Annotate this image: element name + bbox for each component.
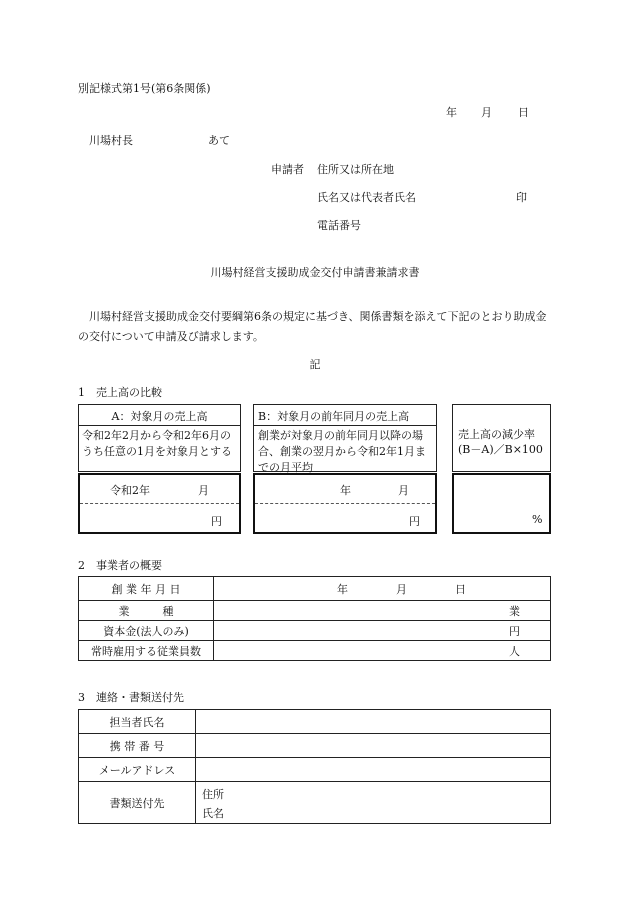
row-label: 常時雇用する従業員数 — [79, 641, 214, 661]
applicant-name-label: 氏名又は代表者氏名 — [317, 191, 416, 204]
mailing-address-cell[interactable] — [196, 782, 551, 824]
col-c-unit: % — [532, 513, 543, 526]
founding-date-cell[interactable]: 年 月 日 — [214, 577, 551, 601]
table-row — [79, 782, 551, 824]
table-row — [79, 577, 551, 601]
col-b-dash — [255, 503, 435, 504]
section3-heading: 3 連絡・書類送付先 — [78, 691, 184, 704]
col-a-dash — [80, 503, 239, 504]
mailing-name-label: 氏名 — [202, 807, 224, 820]
col-b-divider — [253, 425, 437, 426]
row-label: メールアドレス — [79, 758, 196, 782]
industry-cell[interactable]: 業 — [214, 601, 551, 621]
table-row — [79, 601, 551, 621]
row-label: 創 業 年 月 日 — [79, 577, 214, 601]
col-b-desc: 創業が対象月の前年同月以降の場合、創業の翌月から令和2年1月までの月平均 — [258, 429, 426, 474]
col-a-divider — [78, 425, 241, 426]
email-cell[interactable] — [196, 758, 551, 782]
row-label: 業 種 — [79, 601, 214, 621]
row-label: 携 帯 番 号 — [79, 734, 196, 758]
table-row — [79, 758, 551, 782]
col-c-label-line1: 売上高の減少率 — [458, 428, 535, 441]
applicant-seal: 印 — [516, 191, 527, 204]
col-a-period-prefix: 令和2年 — [110, 484, 150, 497]
col-b-amount-unit: 円 — [409, 515, 420, 528]
section2-heading: 2 事業者の概要 — [78, 559, 162, 572]
row-label: 書類送付先 — [79, 782, 196, 824]
date-year: 年 — [446, 106, 457, 119]
col-a-header: A：対象月の売上高 — [111, 410, 208, 423]
business-overview-table — [78, 576, 551, 661]
row-label: 担当者氏名 — [79, 710, 196, 734]
col-b-period-month: 月 — [398, 484, 409, 497]
col-c-label-line2: (B－A)／B×100 — [458, 443, 543, 456]
applicant-address-label: 住所又は所在地 — [317, 163, 394, 176]
section1-heading: 1 売上高の比較 — [78, 386, 162, 399]
col-a-desc: 令和2年2月から令和2年6月のうち任意の1月を対象月とする — [82, 429, 232, 458]
contact-name-cell[interactable] — [196, 710, 551, 734]
col-a-period-month: 月 — [198, 484, 209, 497]
col-b-period-year: 年 — [340, 484, 351, 497]
addressee-suffix: あて — [208, 134, 230, 147]
date-day: 日 — [518, 106, 529, 119]
employees-cell[interactable]: 人 — [214, 641, 551, 661]
table-row — [79, 710, 551, 734]
table-row — [79, 641, 551, 661]
form-label: 別記様式第1号(第6条関係) — [78, 82, 211, 95]
table-row — [79, 734, 551, 758]
ki-mark: 記 — [309, 358, 321, 371]
mailing-address-label: 住所 — [202, 788, 224, 801]
col-b-header: B：対象月の前年同月の売上高 — [258, 410, 410, 423]
capital-cell[interactable]: 円 — [214, 621, 551, 641]
body-text: 川場村経営支援助成金交付要綱第6条の規定に基づき、関係書類を添えて下記のとおり助成金の交付について申請及び請求します。 — [78, 310, 547, 343]
row-label: 資本金(法人のみ) — [79, 621, 214, 641]
date-month: 月 — [481, 106, 492, 119]
applicant-role: 申請者 — [271, 163, 304, 176]
document-title: 川場村経営支援助成金交付申請書兼請求書 — [210, 266, 420, 279]
mobile-number-cell[interactable] — [196, 734, 551, 758]
table-row — [79, 621, 551, 641]
addressee-name: 川場村長 — [89, 134, 133, 147]
applicant-phone-label: 電話番号 — [317, 219, 361, 232]
col-a-amount-unit: 円 — [211, 515, 222, 528]
contact-table — [78, 709, 551, 824]
